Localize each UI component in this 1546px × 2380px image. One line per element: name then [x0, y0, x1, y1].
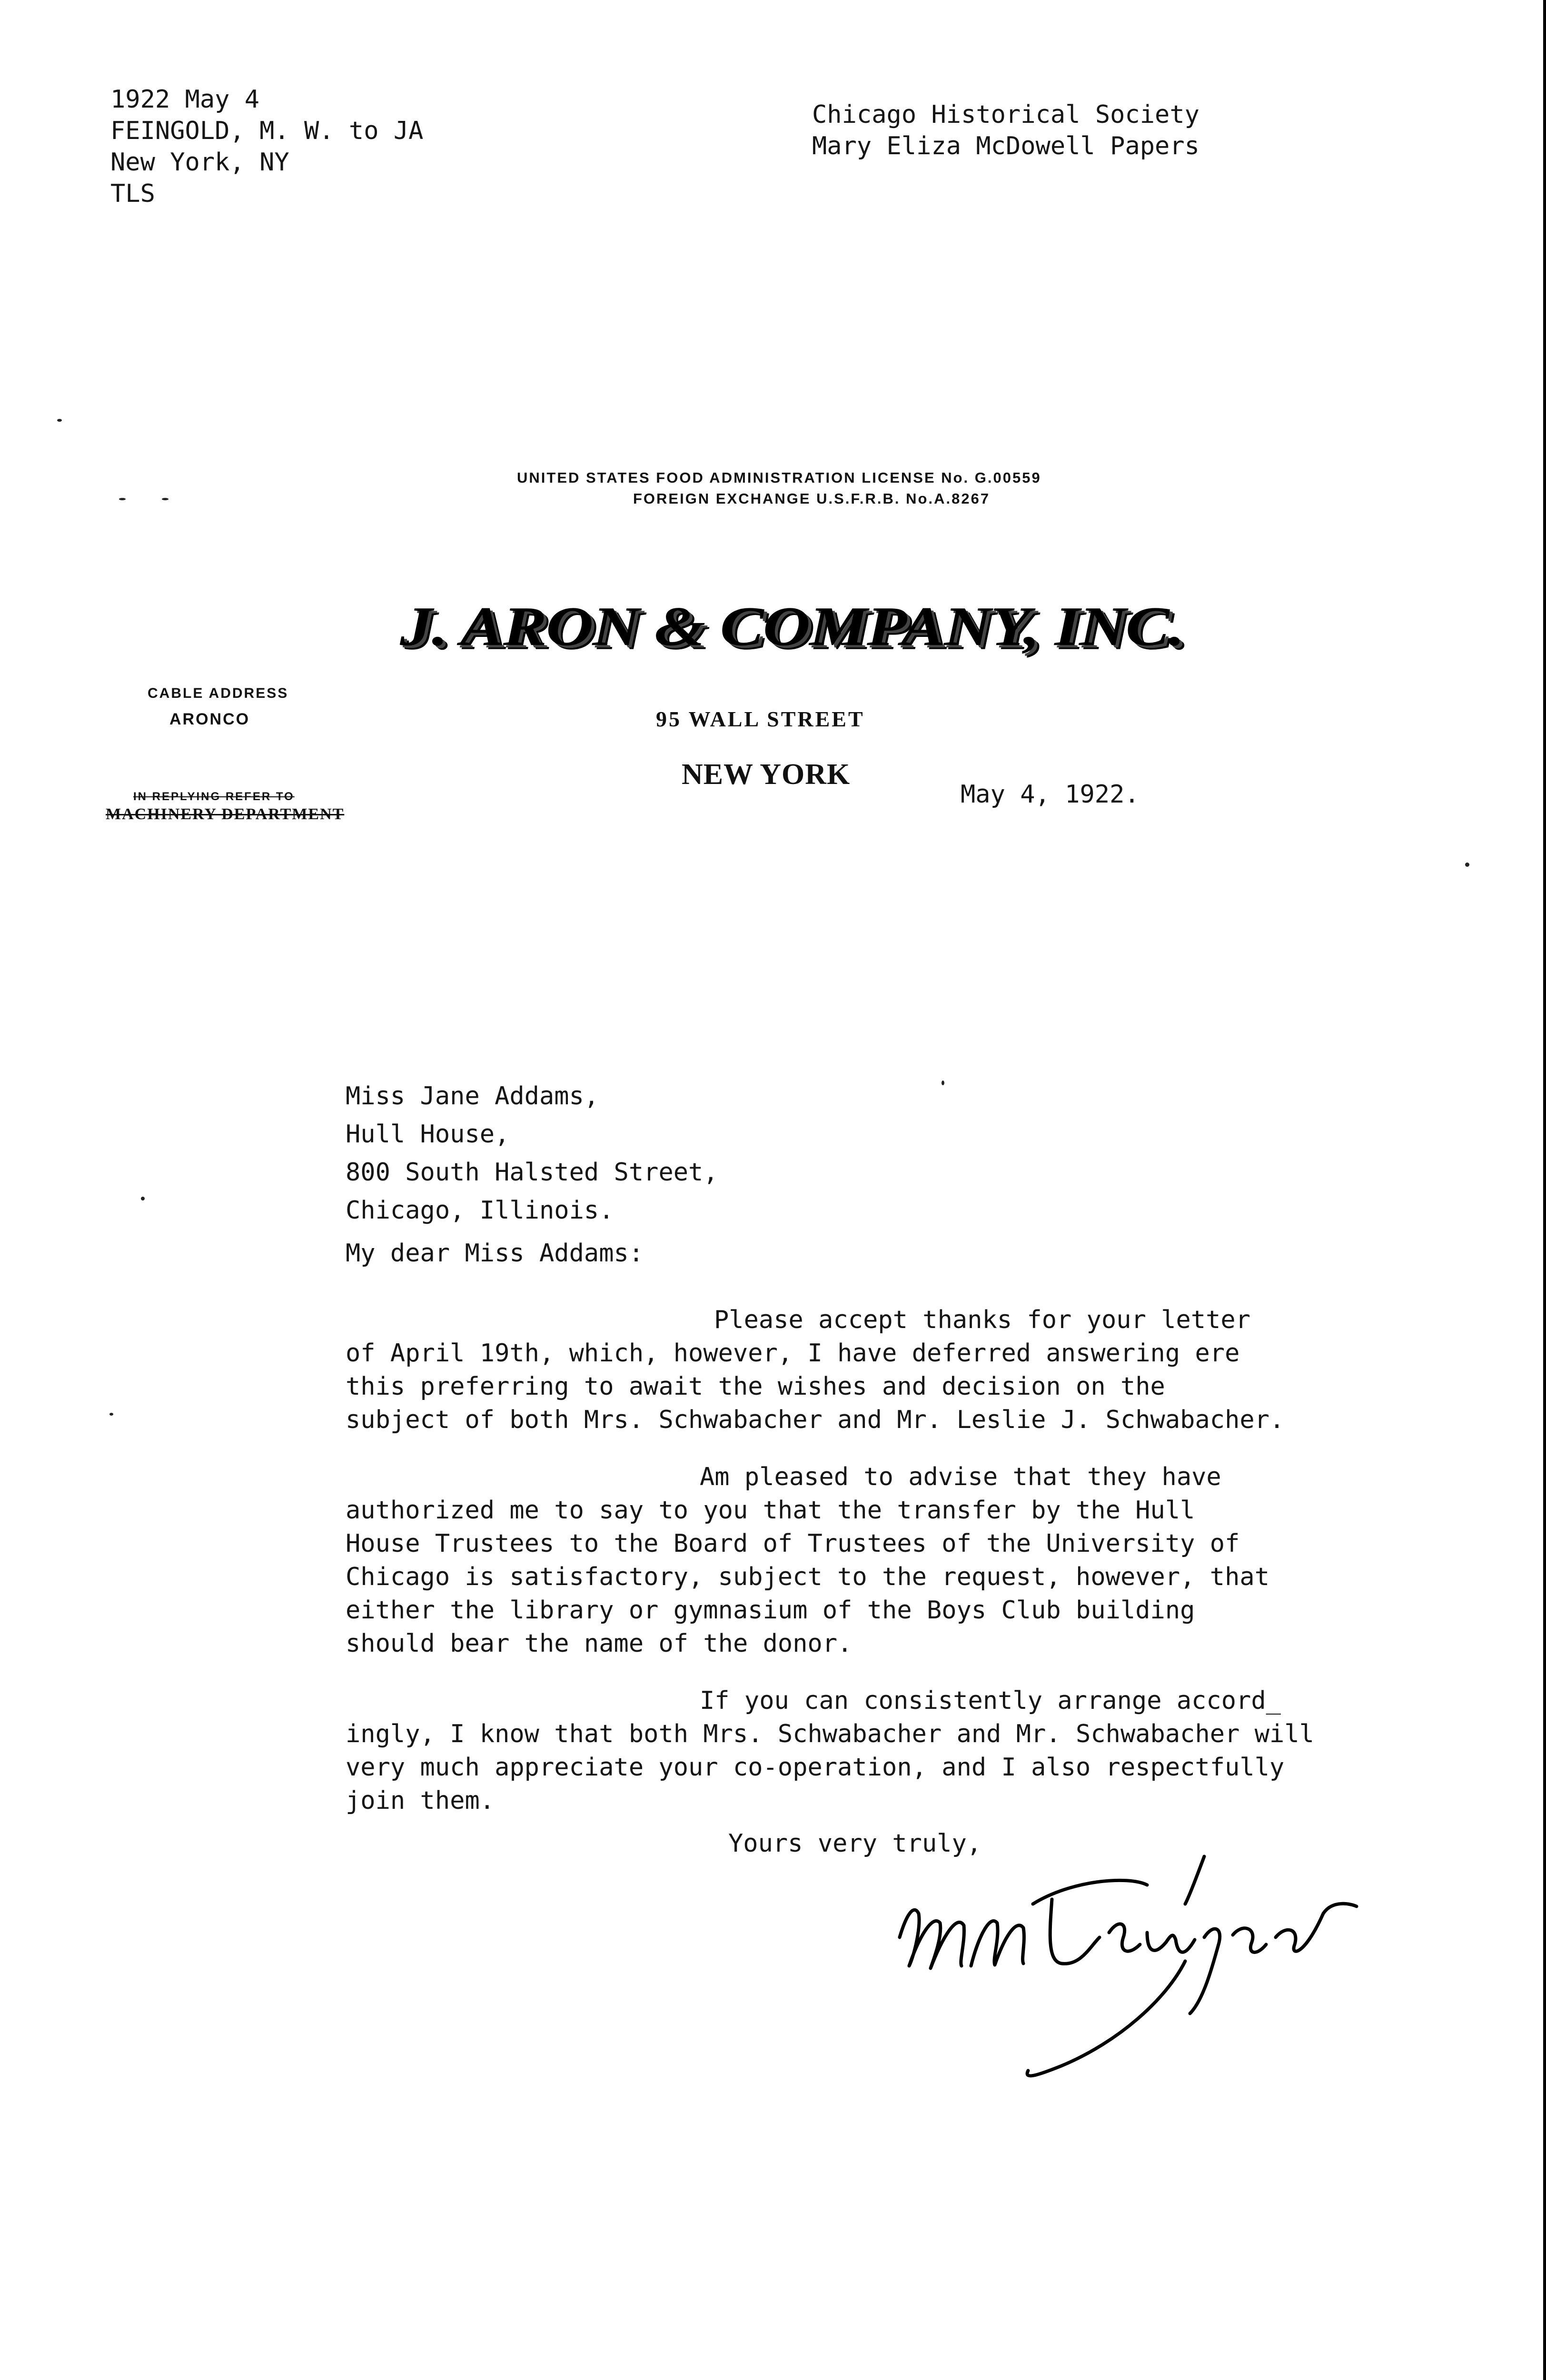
address-line: Chicago, Illinois.	[346, 1196, 614, 1225]
scan-speck	[1465, 863, 1469, 867]
meta-correspondents: FEINGOLD, M. W. to JA	[110, 117, 424, 145]
license-line-1: UNITED STATES FOOD ADMINISTRATION LICENSE No. G.00559	[517, 469, 1041, 486]
company-name: J. ARON & COMPANY, INC.	[400, 595, 1184, 657]
body-line: join them.	[346, 1786, 495, 1815]
scan-speck	[941, 1081, 944, 1085]
body-line: should bear the name of the donor.	[346, 1629, 852, 1658]
body-line: Chicago is satisfactory, subject to the request, however, that	[346, 1563, 1270, 1591]
scan-speck	[162, 498, 168, 500]
address-line: Miss Jane Addams,	[346, 1082, 599, 1111]
catalog-metadata	[110, 84, 423, 209]
scan-speck	[119, 498, 126, 500]
city-name: NEW YORK	[682, 758, 851, 791]
handwritten-signature	[881, 1842, 1361, 2109]
body-line: very much appreciate your co-operation, and I also respectfully	[346, 1753, 1285, 1782]
body-line: of April 19th, which, however, I have deferred answering ere	[346, 1339, 1240, 1368]
salutation: My dear Miss Addams:	[346, 1239, 644, 1268]
meta-place: New York, NY	[110, 148, 289, 177]
page-edge	[1543, 0, 1546, 2380]
body-line: subject of both Mrs. Schwabacher and Mr. Leslie J. Schwabacher.	[346, 1406, 1285, 1434]
meta-type: TLS	[110, 179, 155, 208]
body-line: either the library or gymnasium of the Boys Club building	[346, 1596, 1195, 1625]
scan-speck	[109, 1413, 113, 1416]
archive-institution: Chicago Historical Society	[812, 100, 1199, 129]
archive-collection: Mary Eliza McDowell Papers	[812, 132, 1199, 160]
license-line-2: FOREIGN EXCHANGE U.S.F.R.B. No.A.8267	[633, 490, 991, 507]
body-line: Am pleased to advise that they have	[700, 1463, 1221, 1491]
body-line: this preferring to await the wishes and decision on the	[346, 1372, 1165, 1401]
department-name: MACHINERY DEPARTMENT	[106, 805, 345, 823]
address-line: 800 South Halsted Street,	[346, 1158, 718, 1187]
cable-address-label: CABLE ADDRESS	[148, 685, 289, 701]
body-line: authorized me to say to you that the transfer by the Hull	[346, 1496, 1195, 1525]
cable-address-value: ARONCO	[169, 710, 250, 728]
body-line: House Trustees to the Board of Trustees of the University of	[346, 1529, 1240, 1558]
archive-source	[812, 99, 1199, 162]
body-line: If you can consistently arrange accord_	[700, 1686, 1281, 1715]
replying-refer-label: IN REPLYING REFER TO	[133, 790, 295, 803]
scan-speck	[57, 419, 62, 422]
letter-date: May 4, 1922.	[961, 780, 1140, 809]
scan-speck	[141, 1197, 145, 1200]
street-address: 95 WALL STREET	[656, 707, 865, 731]
body-line: ingly, I know that both Mrs. Schwabacher and Mr. Schwabacher will	[346, 1720, 1314, 1748]
body-line: Please accept thanks for your letter	[714, 1306, 1251, 1334]
meta-date: 1922 May 4	[110, 85, 260, 114]
address-line: Hull House,	[346, 1120, 510, 1149]
closing: Yours very truly,	[728, 1829, 982, 1858]
